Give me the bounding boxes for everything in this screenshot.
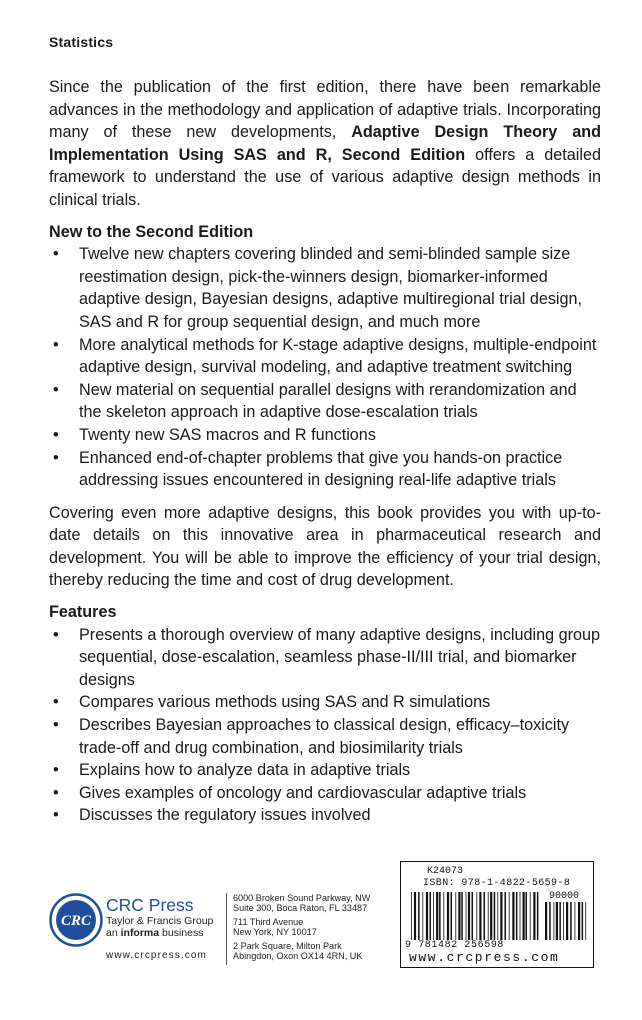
barcode-bar [443,892,444,940]
barcode-bar [430,892,432,940]
publisher-addresses [233,893,393,961]
bullet-icon: • [53,625,59,644]
barcode-bar [578,902,580,940]
cover-copy [49,76,601,827]
barcode-bar [484,892,486,940]
isbn-text: ISBN: 978-1-4822-5659-8 [423,878,571,889]
address-line: 2 Park Square, Milton Park [233,940,342,951]
address-line: Abingdon, Oxon OX14 4RN, UK [233,951,363,962]
list-item: • More analytical methods for K-stage adaptive designs, multiple-endpoint adaptive design, survival modeling, and adaptive treatment switching [53,335,597,377]
intro-text-1: Since the publication of the first edition, there have been remarkable advances in the methodology and application of adaptive trials. Incorporating many of these new developments, [49,78,601,142]
features-heading: Features [49,603,117,622]
barcode-bar [559,902,561,940]
barcode-bar [575,902,576,940]
barcode-website: www.crcpress.com [409,950,560,965]
features-list [49,624,601,827]
footer-divider [226,893,227,965]
barcode-bar [585,902,586,940]
publisher-block [106,896,226,939]
barcode-bar [497,892,498,940]
publisher-informa: an informa business [106,927,204,939]
barcode-bar [570,902,572,940]
barcode-bar [414,892,416,940]
barcode-bar [451,892,453,940]
barcode-box [400,861,594,968]
barcode-bar [458,892,460,940]
bullet-icon: • [53,335,59,354]
bullet-icon: • [53,783,59,802]
barcode-bar [530,892,531,940]
bullet-icon: • [53,761,59,780]
barcode-bar [436,892,438,940]
barcode-bar [582,902,584,940]
barcode-bar [554,902,555,940]
barcode-bar [447,892,449,940]
barcode-bar [433,892,434,940]
list-item: • Compares various methods using SAS and R simulations [49,691,601,714]
publisher-name: CRC Press [106,895,194,915]
list-item: • Describes Bayesian approaches to classical design, efficacy–toxicity trade-off and drug combination, and biosimilarity trials [53,716,570,757]
barcode-bar [533,892,535,940]
barcode-bar [523,892,525,940]
barcode-bar [494,892,496,940]
barcode-bar [479,892,481,940]
barcode-bar [545,902,547,940]
bullet-icon: • [53,806,59,825]
barcode-bar [500,892,502,940]
publisher-group: Taylor & Francis Group [106,915,214,927]
sku-code: K24073 [427,866,464,877]
publisher-website: www.crcpress.com [106,950,207,961]
list-item: • Discusses the regulatory issues involved [49,804,601,827]
barcode-bar [476,892,477,940]
barcode-bar [537,892,539,940]
barcode-addon-bars-icon [545,902,587,940]
barcode-bar [505,892,507,940]
middle-paragraph: Covering even more adaptive designs, this book provides you with up-to-date details on this innovative area in pharmaceutical research and development. You will be able to improve the efficiency of your trial design, thereby reducing the time and cost of drug development. [49,503,601,590]
list-item: • Presents a thorough overview of many adaptive designs, including group sequential, dose-escalation, seamless phase-II/III trial, and biomarker designs [53,625,601,689]
address-line: 6000 Broken Sound Parkway, NW [233,893,371,903]
barcode-bar [466,892,467,940]
barcode-bar [439,892,441,940]
barcode-bar [490,892,492,940]
new-edition-heading: New to the Second Edition [49,222,254,241]
address-line: New York, NY 10017 [233,927,317,938]
new-edition-list [49,243,601,492]
list-item: • Gives examples of oncology and cardiovascular adaptive trials [49,782,601,805]
intro-text-2: offers a detailed framework to understand the use of various adaptive design methods in clinical trials. [49,145,602,209]
barcode-bar [516,892,518,940]
barcode-bar [426,892,428,940]
list-item: • Explains how to analyze data in adaptive trials [49,759,601,782]
ean-digits: 9 781482 256598 [405,940,505,951]
barcode-bars-icon [411,892,539,940]
address-line: 711 Third Avenue [233,916,304,927]
crc-logo-icon [49,893,103,947]
barcode-bar [520,892,521,940]
address-line: Suite 300, Boca Raton, FL 33487 [233,903,368,914]
barcode-bar [509,892,510,940]
barcode-bar [422,892,423,940]
barcode-bar [563,902,564,940]
barcode-bar [488,892,489,940]
barcode-bar [566,902,568,940]
barcode-bar [461,892,463,940]
bullet-icon: • [53,245,59,264]
barcode-bar [468,892,470,940]
barcode-bar [411,892,412,940]
bullet-icon: • [53,448,59,467]
bullet-icon: • [53,380,59,399]
bullet-icon: • [53,716,59,735]
bullet-icon: • [53,693,59,712]
list-item: • New material on sequential parallel designs with rerandomization and the skeleton approach in adaptive dose-escalation trials [53,380,577,422]
list-item: • Enhanced end-of-chapter problems that give you hands-on practice addressing issues encountered in designing real-life adaptive trials [53,448,563,490]
barcode-bar [455,892,456,940]
bullet-icon: • [53,425,59,444]
barcode-bar [526,892,528,940]
barcode-bar [549,902,551,940]
book-title-bold: Adaptive Design Theory and Implementation Using SAS and R, Second Edition [49,123,601,164]
svg-text:CRC: CRC [60,913,92,929]
intro-paragraph [49,76,601,212]
list-item: • Twenty new SAS macros and R functions [49,424,601,447]
list-item: • Twelve new chapters covering blinded and semi-blinded sample size reestimation design, pick-the-winners design, biomarker-informed adaptive design, Bayesian designs, adaptive multiregional trial design, SAS and R for group sequential design, and much more [53,245,583,331]
barcode-bar [556,902,558,940]
category-label: Statistics [49,34,114,50]
barcode-bar [512,892,514,940]
barcode-bar [418,892,420,940]
barcode-bar [472,892,474,940]
addon-number: 90000 [549,891,580,902]
